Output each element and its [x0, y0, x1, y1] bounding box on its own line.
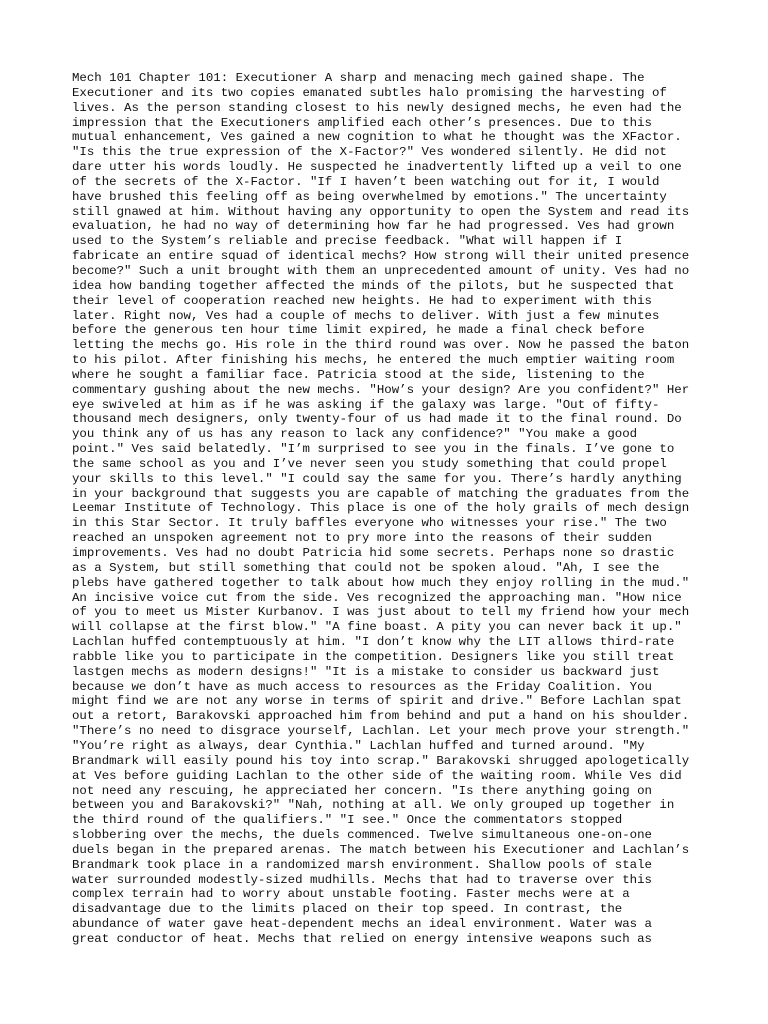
text-line: Mech 101 Chapter 101: Executioner A sharp and menacing mech gained shape. The	[72, 71, 645, 85]
text-line: Executioner and its two copies emanated subtles halo promising the harvesting of	[72, 85, 667, 100]
text-line: might find we are not any worse in terms of spirit and drive." Before Lachlan spat	[72, 694, 682, 709]
text-line: eye swiveled at him as if he was asking if the galaxy was large. "Out of fifty-	[72, 397, 660, 412]
text-line: in your background that suggests you are capable of matching the graduates from the	[72, 486, 690, 501]
text-line: to his pilot. After finishing his mechs, he entered the much emptier waiting room	[72, 353, 675, 368]
text-line: Brandmark will easily pound his toy into scrap." Barakovski shrugged apologetically	[72, 753, 690, 768]
text-line: commentary gushing about the new mechs. "How’s your design? Are you confident?" Her	[72, 382, 690, 397]
text-line: fabricate an entire squad of identical mechs? How strong will their united presence	[72, 249, 690, 264]
text-line: before the generous ten hour time limit expired, he made a final check before	[72, 323, 645, 338]
text-line: Lachlan huffed contemptuously at him. "I don’t know why the LIT allows third-rate	[72, 635, 675, 650]
text-line: where he sought a familiar face. Patricia stood at the side, listening to the	[72, 367, 645, 382]
text-line: point." Ves said belatedly. "I’m surprised to see you in the finals. I’ve gone to	[72, 442, 675, 457]
text-line: you think any of us has any reason to lack any confidence?" "You make a good	[72, 427, 638, 442]
text-line: lives. As the person standing closest to his newly designed mechs, he even had the	[72, 100, 682, 115]
text-line: "You’re right as always, dear Cynthia." Lachlan huffed and turned around. "My	[72, 738, 645, 753]
chapter-text	[72, 71, 702, 947]
text-line: still gnawed at him. Without having any opportunity to open the System and read its	[72, 204, 690, 219]
text-line: great conductor of heat. Mechs that relied on energy intensive weapons such as	[72, 931, 652, 946]
text-line: mutual enhancement, Ves gained a new cognition to what he thought was the XFactor.	[72, 130, 682, 145]
text-line: the third round of the qualifiers." "I see." Once the commentators stopped	[72, 813, 623, 828]
text-line: rabble like you to participate in the competition. Designers like you still treat	[72, 649, 675, 664]
text-line: lastgen mechs as modern designs!" "It is a mistake to consider us backward just	[72, 664, 660, 679]
text-line: improvements. Ves had no doubt Patricia hid some secrets. Perhaps none so drastic	[72, 546, 675, 560]
text-line: thousand mech designers, only twenty-four of us had made it to the final round. Do	[72, 412, 682, 427]
text-line: impression that the Executioners amplified each other’s presences. Due to this	[72, 115, 652, 130]
text-line: at Ves before guiding Lachlan to the other side of the waiting room. While Ves did	[72, 768, 682, 783]
text-line: their level of cooperation reached new heights. He had to experiment with this	[72, 293, 652, 308]
text-line: between you and Barakovski?" "Nah, nothing at all. We only grouped up together in	[72, 798, 675, 813]
text-line: slobbering over the mechs, the duels commenced. Twelve simultaneous one-on-one	[72, 828, 652, 843]
text-line: disadvantage due to the limits placed on their top speed. In contrast, the	[72, 902, 623, 917]
text-line: dare utter his words loudly. He suspected he inadvertently lifted up a veil to one	[72, 160, 682, 175]
text-line: idea how banding together affected the minds of the pilots, but he suspected that	[72, 278, 675, 293]
text-line: complex terrain had to worry about unstable footing. Faster mechs were at a	[72, 887, 630, 902]
text-line: of the secrets of the X-Factor. "If I haven’t been watching out for it, I would	[72, 174, 660, 189]
text-line: duels began in the prepared arenas. The match between his Executioner and Lachlan’s	[72, 842, 690, 857]
text-line: "Is this the true expression of the X-Factor?" Ves wondered silently. He did not	[72, 145, 667, 160]
text-line: as a System, but still something that could not be spoken aloud. "Ah, I see the	[72, 560, 660, 575]
text-line: Brandmark took place in a randomized marsh environment. Shallow pools of stale	[72, 857, 652, 872]
text-line: your skills to this level." "I could say the same for you. There’s hardly anything	[72, 471, 682, 486]
text-line: the same school as you and I’ve never seen you study something that could propel	[72, 456, 667, 471]
text-line: later. Right now, Ves had a couple of mechs to deliver. With just a few minutes	[72, 308, 660, 323]
text-line: water surrounded modestly-sized mudhills. Mechs that had to traverse over this	[72, 872, 652, 887]
text-line: will collapse at the first blow." "A fine boast. A pity you can never back it up."	[72, 620, 682, 635]
text-line: abundance of water gave heat-dependent mechs an ideal environment. Water was a	[72, 917, 652, 932]
text-line: used to the System’s reliable and precise feedback. "What will happen if I	[72, 234, 623, 249]
text-line: because we don’t have as much access to resources as the Friday Coalition. You	[72, 679, 652, 694]
text-line: An incisive voice cut from the side. Ves recognized the approaching man. "How nice	[72, 590, 682, 605]
text-line: reached an unspoken agreement not to pry more into the reasons of their sudden	[72, 531, 652, 546]
text-line: Leemar Institute of Technology. This place is one of the holy grails of mech design	[72, 501, 690, 516]
text-line: in this Star Sector. It truly baffles everyone who witnesses your rise." The two	[72, 516, 667, 531]
text-line: out a retort, Barakovski approached him from behind and put a hand on his shoulder.	[72, 709, 690, 724]
text-line: of you to meet us Mister Kurbanov. I was just about to tell my friend how your mech	[72, 605, 690, 620]
text-line: letting the mechs go. His role in the third round was over. Now he passed the baton	[72, 338, 690, 353]
text-line: not need any rescuing, he appreciated her concern. "Is there anything going on	[72, 783, 652, 798]
text-line: evaluation, he had no way of determining how far he had progressed. Ves had grown	[72, 219, 675, 234]
text-line: "There’s no need to disgrace yourself, Lachlan. Let your mech prove your strength."	[72, 724, 690, 739]
text-line: plebs have gathered together to talk about how much they enjoy rolling in the mud."	[72, 575, 690, 590]
text-line: become?" Such a unit brought with them an unprecedented amount of unity. Ves had no	[72, 263, 690, 278]
text-line: have brushed this feeling off as being overwhelmed by emotions." The uncertainty	[72, 189, 667, 204]
